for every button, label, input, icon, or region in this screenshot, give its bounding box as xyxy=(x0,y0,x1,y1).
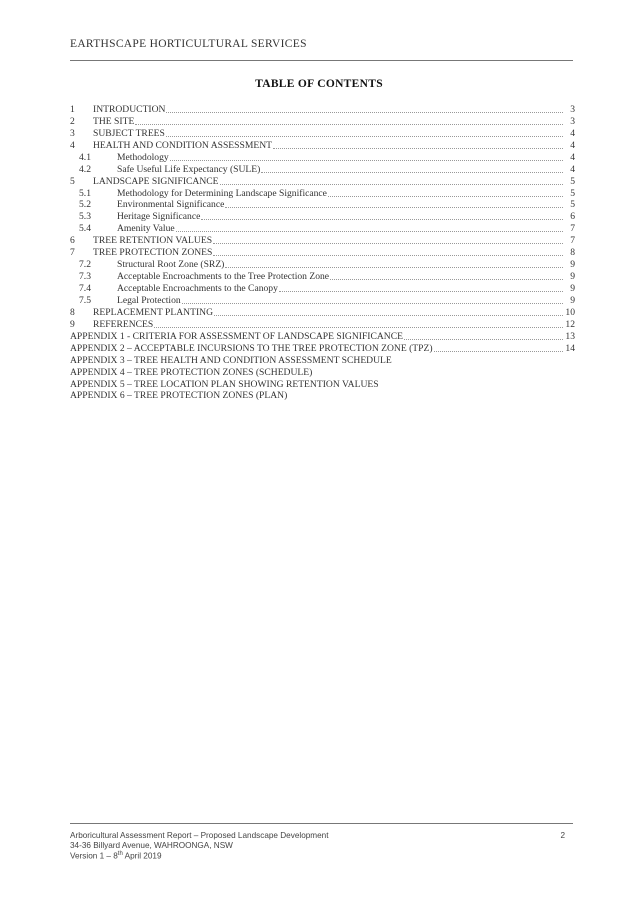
toc-heading: TABLE OF CONTENTS xyxy=(255,78,383,90)
toc-entry-page: 5 xyxy=(570,199,575,211)
toc-entry-page: 12 xyxy=(565,318,575,330)
toc-entry-page: 4 xyxy=(570,163,575,175)
toc-appendix-page: 13 xyxy=(565,330,575,342)
toc-leader-dots xyxy=(261,172,563,173)
toc-leader-dots xyxy=(213,243,563,244)
toc-entry[interactable] xyxy=(70,104,575,116)
toc-leader-dots xyxy=(220,184,563,185)
toc-entry-number: 7.5 xyxy=(79,294,91,306)
header-rule xyxy=(70,60,573,61)
toc-entry-page: 7 xyxy=(570,223,575,235)
toc-entry-number: 8 xyxy=(70,306,75,318)
toc-entry[interactable] xyxy=(70,307,575,319)
toc-entry-number: 9 xyxy=(70,318,75,330)
footer-address: 34-36 Billyard Avenue, WAHROONGA, NSW xyxy=(70,840,233,850)
toc-leader-dots xyxy=(273,148,563,149)
toc-leader-dots xyxy=(154,327,563,328)
toc-entry[interactable] xyxy=(70,247,575,259)
toc-leader-dots xyxy=(166,136,563,137)
toc-appendix-entry[interactable] xyxy=(70,367,575,379)
toc-entry-page: 7 xyxy=(570,235,575,247)
toc-entry[interactable] xyxy=(70,235,575,247)
toc-appendix-entry[interactable] xyxy=(70,355,575,367)
toc-entry-title: Methodology xyxy=(117,151,169,163)
toc-appendix-title: APPENDIX 6 – TREE PROTECTION ZONES (PLAN) xyxy=(70,390,288,402)
toc-entry-number: 1 xyxy=(70,103,75,115)
toc-entry[interactable] xyxy=(70,128,575,140)
toc-entry-title: Heritage Significance xyxy=(117,211,201,223)
toc-entry-number: 2 xyxy=(70,115,75,127)
toc-entry-page: 5 xyxy=(570,175,575,187)
toc-leader-dots xyxy=(170,160,563,161)
toc-entry-title: Methodology for Determining Landscape Significance xyxy=(117,187,327,199)
toc-entry-number: 3 xyxy=(70,127,75,139)
toc-entry[interactable] xyxy=(70,188,575,200)
toc-entry[interactable] xyxy=(70,295,575,307)
toc-entry-number: 7 xyxy=(70,247,75,259)
toc-appendix-entry[interactable] xyxy=(70,331,575,343)
toc-entry-page: 4 xyxy=(570,127,575,139)
toc-entry[interactable] xyxy=(70,319,575,331)
toc-entry-number: 4 xyxy=(70,139,75,151)
toc-appendix-page: 14 xyxy=(565,342,575,354)
toc-entry-number: 7.4 xyxy=(79,283,91,295)
toc-appendix-title: APPENDIX 3 – TREE HEALTH AND CONDITION ASSESSMENT SCHEDULE xyxy=(70,354,392,366)
toc-leader-dots xyxy=(434,351,563,352)
toc-leader-dots xyxy=(330,279,563,280)
toc-entry-number: 7.2 xyxy=(79,259,91,271)
toc-entry-number: 5.3 xyxy=(79,211,91,223)
toc-leader-dots xyxy=(182,303,563,304)
toc-entry[interactable] xyxy=(70,223,575,235)
toc-entry-title: REPLACEMENT PLANTING xyxy=(93,306,214,318)
toc-entry[interactable] xyxy=(70,152,575,164)
toc-entry-title: HEALTH AND CONDITION ASSESSMENT xyxy=(93,139,273,151)
toc-leader-dots xyxy=(404,339,563,340)
toc-leader-dots xyxy=(214,315,563,316)
toc-leader-dots xyxy=(225,267,563,268)
footer xyxy=(70,831,573,862)
toc-entry-title: Amenity Value xyxy=(117,223,175,235)
toc-entry[interactable] xyxy=(70,259,575,271)
toc-entry-page: 5 xyxy=(570,187,575,199)
toc-entry-title: Environmental Significance xyxy=(117,199,225,211)
toc-appendix-entry[interactable] xyxy=(70,379,575,391)
toc-leader-dots xyxy=(213,255,563,256)
footer-report-title: Arboricultural Assessment Report – Proposed Landscape Development xyxy=(70,831,329,840)
toc-appendix-entry[interactable] xyxy=(70,343,575,355)
toc-entry-page: 3 xyxy=(570,103,575,115)
toc-entry-title: TREE RETENTION VALUES xyxy=(93,235,213,247)
toc-leader-dots xyxy=(279,291,563,292)
toc-entry-number: 5.2 xyxy=(79,199,91,211)
toc-entry-page: 9 xyxy=(570,271,575,283)
toc-entry-page: 9 xyxy=(570,283,575,295)
toc-entry-number: 5 xyxy=(70,175,75,187)
toc-entry[interactable] xyxy=(70,271,575,283)
toc-entry-number: 7.3 xyxy=(79,271,91,283)
toc-entry[interactable] xyxy=(70,164,575,176)
toc-entry-number: 4.1 xyxy=(79,151,91,163)
toc-entry[interactable] xyxy=(70,116,575,128)
toc-entry[interactable] xyxy=(70,140,575,152)
toc-entry-title: LANDSCAPE SIGNIFICANCE xyxy=(93,175,219,187)
toc-entry[interactable] xyxy=(70,176,575,188)
toc-entry-number: 5.4 xyxy=(79,223,91,235)
toc-entry-title: Legal Protection xyxy=(117,294,181,306)
toc-leader-dots xyxy=(225,207,563,208)
toc-entry-number: 5.1 xyxy=(79,187,91,199)
toc-leader-dots xyxy=(166,112,563,113)
toc-entry-page: 3 xyxy=(570,115,575,127)
toc-leader-dots xyxy=(135,124,563,125)
toc-entry-number: 4.2 xyxy=(79,163,91,175)
toc-entry-title: REFERENCES xyxy=(93,318,154,330)
toc-entry-page: 9 xyxy=(570,259,575,271)
footer-version: Version 1 – 8th April 2019 xyxy=(70,851,162,861)
toc-appendix-title: APPENDIX 4 – TREE PROTECTION ZONES (SCHEDULE) xyxy=(70,366,313,378)
toc-entry-title: Safe Useful Life Expectancy (SULE) xyxy=(117,163,261,175)
toc-leader-dots xyxy=(328,196,563,197)
toc-entry[interactable] xyxy=(70,283,575,295)
toc-leader-dots xyxy=(176,231,563,232)
toc-appendix-title: APPENDIX 1 - CRITERIA FOR ASSESSMENT OF LANDSCAPE SIGNIFICANCE xyxy=(70,330,403,342)
toc-entry-page: 8 xyxy=(570,247,575,259)
toc-entry-page: 9 xyxy=(570,294,575,306)
toc-entry-page: 4 xyxy=(570,151,575,163)
toc-entry[interactable] xyxy=(70,211,575,223)
header-company-name: EARTHSCAPE HORTICULTURAL SERVICES xyxy=(70,38,307,50)
toc-entry-title: INTRODUCTION xyxy=(93,103,166,115)
toc-entry-number: 6 xyxy=(70,235,75,247)
toc-entry-title: Acceptable Encroachments to the Tree Protection Zone xyxy=(117,271,330,283)
toc-leader-dots xyxy=(201,219,563,220)
toc-entry-page: 10 xyxy=(565,306,575,318)
toc-appendix-title: APPENDIX 2 – ACCEPTABLE INCURSIONS TO THE TREE PROTECTION ZONE (TPZ) xyxy=(70,342,433,354)
footer-page-number: 2 xyxy=(560,831,565,840)
toc-entry[interactable] xyxy=(70,200,575,212)
footer-rule xyxy=(70,823,573,824)
toc-entry-title: THE SITE xyxy=(93,115,135,127)
table-of-contents xyxy=(70,104,575,402)
toc-entry-title: SUBJECT TREES xyxy=(93,127,165,139)
toc-appendix-title: APPENDIX 5 – TREE LOCATION PLAN SHOWING RETENTION VALUES xyxy=(70,378,379,390)
toc-entry-title: TREE PROTECTION ZONES xyxy=(93,247,213,259)
toc-appendix-entry[interactable] xyxy=(70,391,575,403)
toc-entry-page: 4 xyxy=(570,139,575,151)
toc-entry-title: Structural Root Zone (SRZ) xyxy=(117,259,225,271)
toc-entry-title: Acceptable Encroachments to the Canopy xyxy=(117,283,278,295)
toc-entry-page: 6 xyxy=(570,211,575,223)
